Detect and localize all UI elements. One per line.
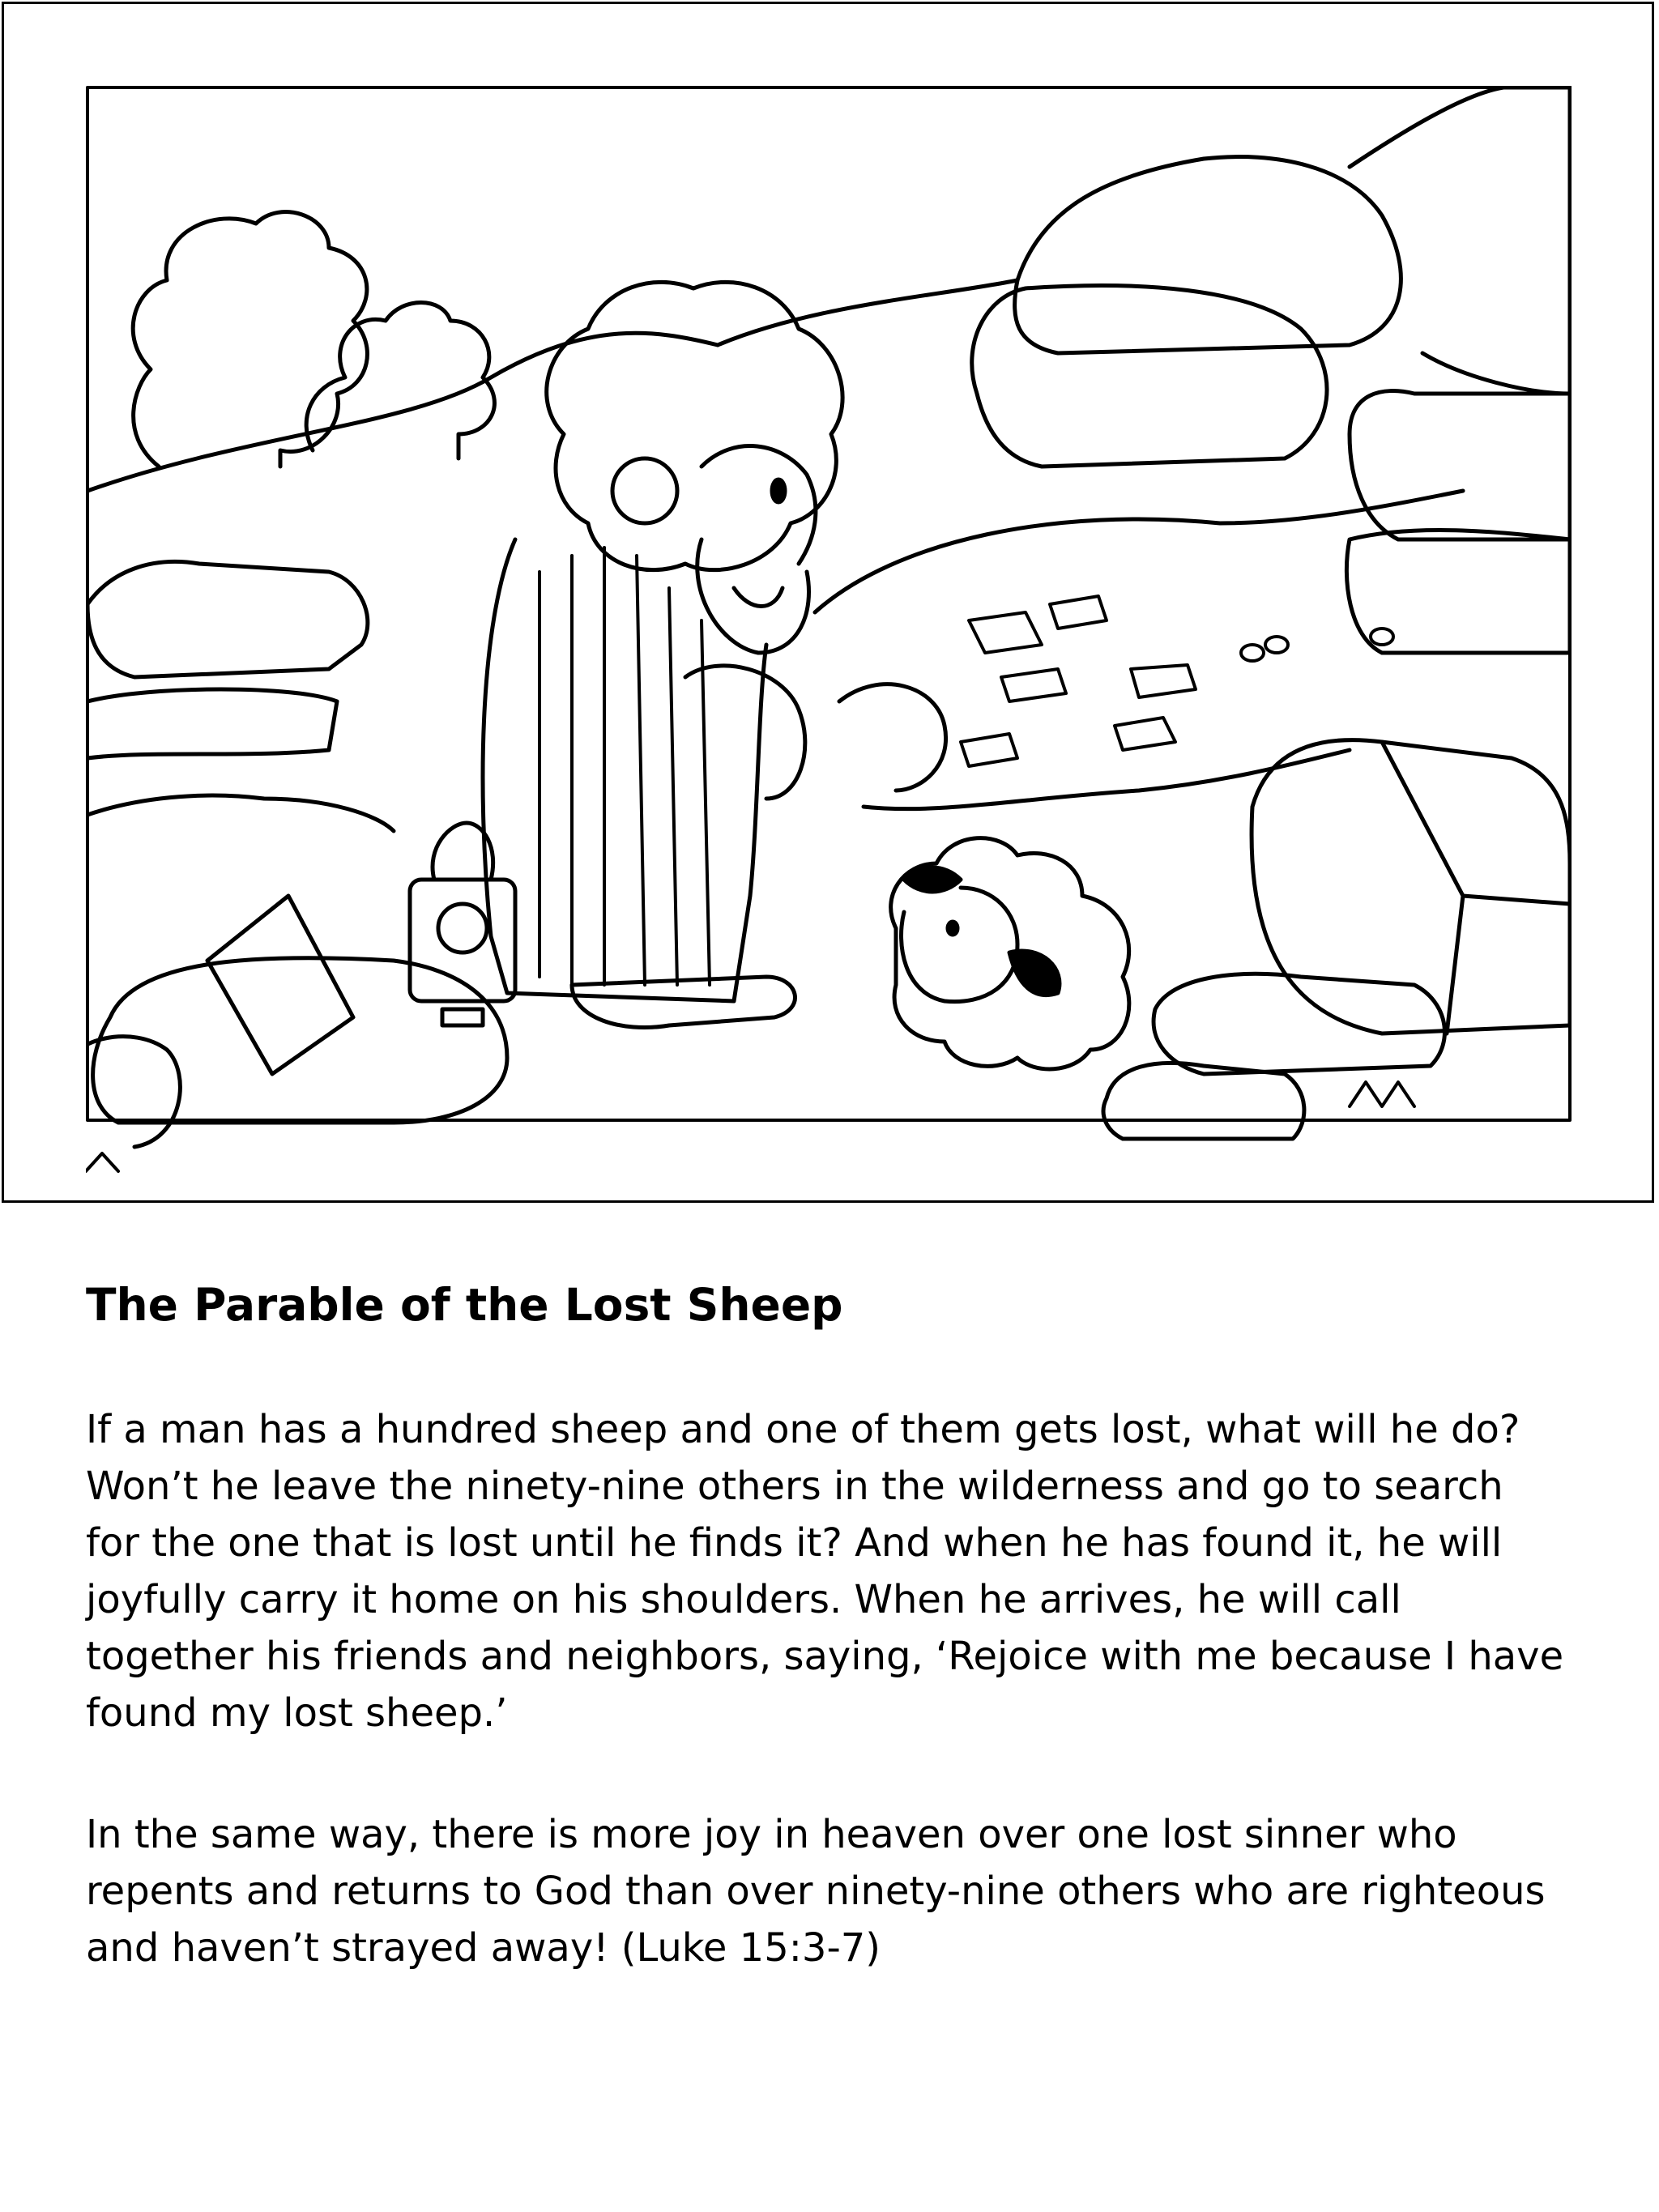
rock-right-small bbox=[1350, 391, 1570, 539]
rock-left-2 bbox=[87, 689, 337, 758]
rock-left-1 bbox=[87, 561, 368, 677]
shepherd-robe bbox=[483, 539, 766, 1001]
shepherd-feet bbox=[572, 977, 795, 1028]
rock-right-mid bbox=[1346, 530, 1570, 653]
lantern bbox=[410, 823, 515, 1025]
stump-front bbox=[86, 1037, 180, 1147]
shepherd-face bbox=[702, 446, 816, 564]
lamb-eye bbox=[948, 922, 957, 935]
log-plank bbox=[207, 896, 353, 1074]
coloring-illustration bbox=[86, 86, 1572, 1183]
page-title: The Parable of the Lost Sheep bbox=[86, 1279, 843, 1331]
shepherd-figure bbox=[483, 282, 946, 1027]
tree-left bbox=[133, 212, 367, 467]
shepherd-hand-right bbox=[839, 684, 946, 791]
lamb-ear-left bbox=[904, 867, 961, 892]
lamb-face bbox=[902, 888, 1017, 1002]
rock-right-big bbox=[1252, 740, 1570, 1034]
rock-mid-right bbox=[972, 286, 1327, 467]
passage-paragraph-2: In the same way, there is more joy in heaven over one lost sinner who repents and returns to God than over ninety-nine others who are righteous and haven’t strayed away! (Luke 15:3-7) bbox=[86, 1812, 1546, 1971]
lamb bbox=[891, 838, 1129, 1069]
tree-right bbox=[306, 303, 494, 459]
rock-top-right-2 bbox=[1350, 87, 1570, 394]
path-lower-edge bbox=[864, 750, 1350, 809]
lamb-ear bbox=[1009, 951, 1060, 995]
path-edge bbox=[815, 491, 1463, 612]
shepherd-mouth bbox=[734, 588, 783, 607]
shepherd-ear bbox=[612, 458, 677, 523]
grass-bottom bbox=[86, 1082, 1414, 1171]
shepherd-hair bbox=[547, 282, 842, 569]
shepherd-beard bbox=[697, 539, 809, 653]
bush-left bbox=[87, 795, 394, 831]
rock-right-edge bbox=[1382, 742, 1570, 1034]
picture-border bbox=[87, 87, 1570, 1120]
shepherd-eye bbox=[772, 479, 785, 502]
log bbox=[93, 958, 507, 1123]
rock-top-right-1 bbox=[1015, 157, 1401, 353]
passage-paragraph-1: If a man has a hundred sheep and one of them gets lost, what will he do? Won’t he leave the ninety-nine others in the wilderness and go to search for the one that is lost until he finds it? And when he has found it, he will joyfully carry it home on his shoulders. When he arrives, he will call together his friends and neighbors, saying, ‘Rejoice with me because I have found my lost sheep.’ bbox=[86, 1407, 1564, 1736]
robe-stripes bbox=[539, 548, 710, 985]
